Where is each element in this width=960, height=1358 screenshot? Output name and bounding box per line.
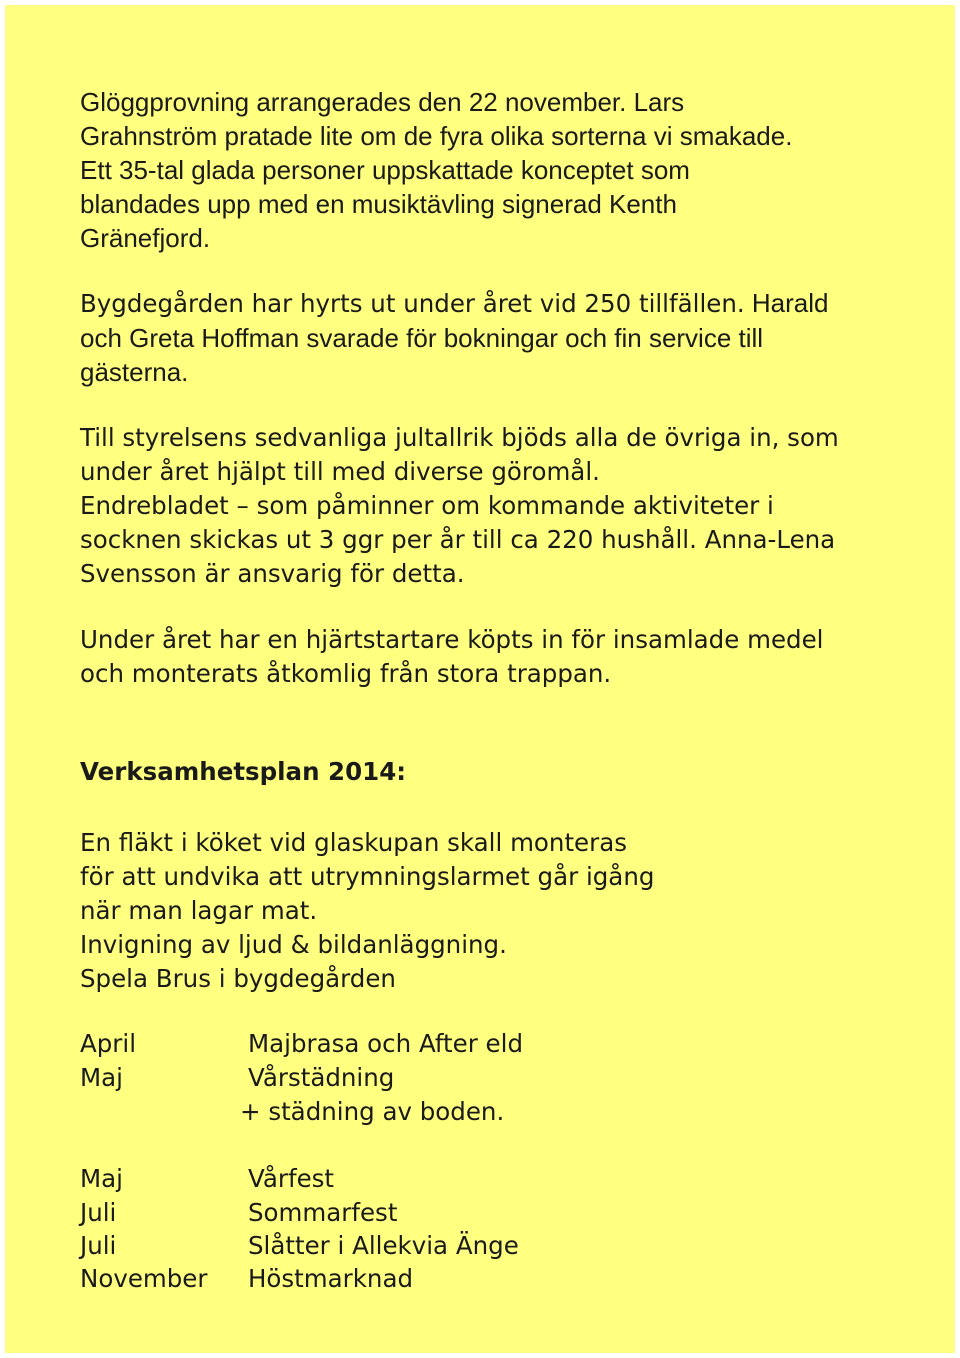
schedule-event: Vårstädning [248, 1063, 395, 1092]
schedule-event: Höstmarknad [248, 1264, 414, 1293]
schedule-event: Majbrasa och After eld [248, 1029, 523, 1058]
plan-heading: Verksamhetsplan 2014: [80, 757, 407, 786]
paragraph-hjartstartare [80, 623, 880, 691]
paragraph-bygdegarden-part-b: Harald och Greta Hoffman svarade för bokningar och fin service till gästerna. [80, 288, 829, 387]
plan-items-text: En fläkt i köket vid glaskupan skall monteras för att undvika att utrymningslarmet går igång när man lagar mat. Invigning av ljud & bildanläggning. Spela Brus i bygdegården [80, 828, 655, 993]
schedule-event: Slåtter i Allekvia Änge [248, 1231, 519, 1260]
schedule-month: November [80, 1264, 208, 1293]
paragraph-bygdegarden-part-a: Bygdegården har hyrts ut under året vid 250 tillfällen. [80, 289, 745, 318]
schedule-month: Juli [80, 1231, 117, 1260]
paragraph-hjartstartare-text: Under året har en hjärtstartare köpts in för insamlade medel och monterats åtkomlig från stora trappan. [80, 625, 824, 688]
schedule-month: Juli [80, 1198, 117, 1227]
paragraph-glogg [80, 85, 880, 255]
schedule-event: Vårfest [248, 1164, 335, 1193]
paragraph-glogg-text: Glöggprovning arrangerades den 22 november. Lars Grahnström pratade lite om de fyra olika sorterna vi smakade. Ett 35-tal glada personer uppskattade konceptet som blandades upp med en musiktävling signerad Kenth Gränefjord. [80, 87, 793, 253]
paragraph-bygdegarden-text [80, 286, 880, 389]
paragraph-jultallrik [80, 421, 880, 591]
paragraph-jultallrik-text: Till styrelsens sedvanliga jultallrik bjöds alla de övriga in, som under året hjälpt till med diverse göromål. Endrebladet – som påminner om kommande aktiviteter i socknen skickas ut 3 ggr per år till ca 220 hushåll. Anna-Lena Svensson är ansvarig för detta. [80, 423, 839, 588]
plan-items [80, 826, 880, 996]
schedule-event: Sommarfest [248, 1198, 398, 1227]
schedule-month: Maj [80, 1164, 123, 1193]
document-page [5, 5, 955, 1353]
paragraph-bygdegarden [80, 286, 880, 389]
schedule-event: + städning av boden. [240, 1097, 505, 1126]
schedule-month: Maj [80, 1063, 123, 1092]
schedule-month: April [80, 1029, 136, 1058]
